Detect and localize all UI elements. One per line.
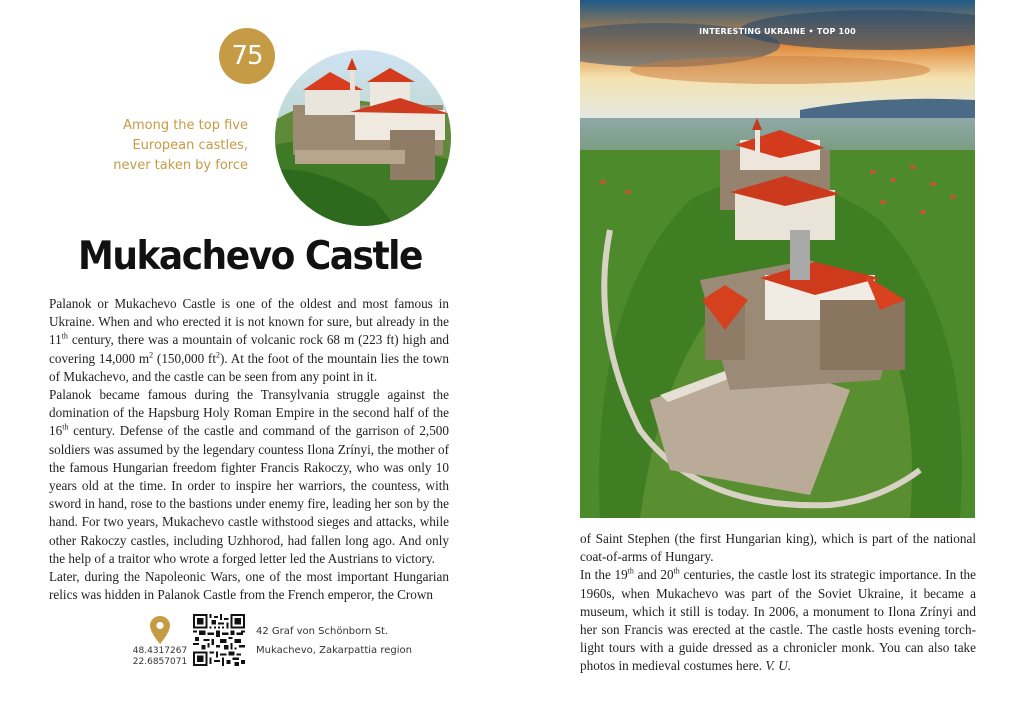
tagline-line: never taken by force: [113, 158, 248, 173]
text-run: In the 19: [580, 567, 628, 583]
text-run: ). At the foot of the mountain lies the town of Mukachevo, and the castle can be seen from any point in it.: [49, 350, 449, 384]
map-pin-icon: [150, 616, 170, 644]
gps-coordinates: [128, 646, 192, 668]
tagline-line: European castles,: [132, 138, 248, 153]
text-run: and 20: [633, 567, 674, 583]
paragraph: of Saint Stephen (the first Hungarian king), which is part of the national coat-of-arms of Hungary.: [580, 531, 976, 565]
text-run: (150,000 ft: [153, 350, 216, 366]
superscript: 2: [149, 350, 154, 360]
longitude: 22.6857071: [132, 657, 188, 667]
tagline-line: Among the top five: [123, 118, 248, 133]
latitude: 48.4317267: [132, 646, 188, 656]
text-run: Palanok became famous during the Transylvania struggle against the domination of the Hapsburg Holy Roman Empire in the second half of the 16: [49, 387, 449, 439]
castle-aerial-photo: [580, 0, 975, 518]
superscript: th: [62, 423, 69, 433]
superscript: th: [627, 567, 634, 577]
text-run: century. Defense of the castle and command of the garrison of 2,500 soldiers was assumed by the legendary countess Ilona Zrínyi, the mother of the famous Hungarian freedom fighter Francis Rakoczy, who was only 10 years old at the time. In order to inspire her warriors, the countess, with sword in hand, rose to the bastions under enemy fire, leading her son by the hand. For two years, Mukachevo castle withstood sieges and attacks, while other Rakoczy castles, including Uzhhorod, had fallen long ago. And only the help of a traitor who wrote a forged letter led the Austrians to victory.: [49, 423, 449, 566]
paragraph: [49, 295, 449, 386]
castle-aerial-photo-image: [580, 0, 975, 518]
text-run: century, there was a mountain of volcanic rock 68 m (223 ft) high and covering 14,000 m: [49, 332, 449, 366]
address-line1: 42 Graf von Schönborn St.: [256, 626, 389, 637]
text-run: Palanok or Mukachevo Castle is one of the oldest and most famous in Ukraine. When and who erected it is not known for sure, but already in the 11: [49, 296, 449, 348]
tagline: [96, 116, 248, 176]
badge-number: 75: [231, 41, 263, 71]
qr-code-icon[interactable]: [193, 614, 245, 666]
text-run: centuries, the castle lost its strategic importance. In the 1960s, when Mukachevo was part of the Soviet Ukraine, it became a museum, which it still is today. In 2006, a monument to Ilona Zrínyi and her son Francis was erected at the castle. The castle hosts evening torch-light tours with a guide dressed as a chronicler monk. You can also take photos in medieval costumes here.: [580, 567, 976, 674]
castle-round-photo-image: [275, 50, 451, 226]
number-badge: [219, 28, 275, 84]
section-header: INTERESTING UKRAINE • TOP 100: [699, 27, 856, 36]
article-right-column: [580, 530, 976, 676]
address-line2: Mukachevo, Zakarpattia region: [256, 645, 412, 656]
paragraph: [49, 386, 449, 568]
superscript: 2: [216, 350, 220, 360]
author-initials: V. U.: [765, 658, 792, 674]
superscript: th: [673, 567, 680, 577]
paragraph: [580, 566, 976, 675]
page-title: Mukachevo Castle: [78, 234, 422, 279]
article-left-column: [49, 295, 449, 604]
superscript: th: [61, 332, 68, 342]
castle-round-photo: [275, 50, 451, 226]
paragraph: Later, during the Napoleonic Wars, one of the most important Hungarian relics was hidden in Palanok Castle from the French emperor, the Crown: [49, 569, 449, 603]
address: [256, 622, 412, 660]
